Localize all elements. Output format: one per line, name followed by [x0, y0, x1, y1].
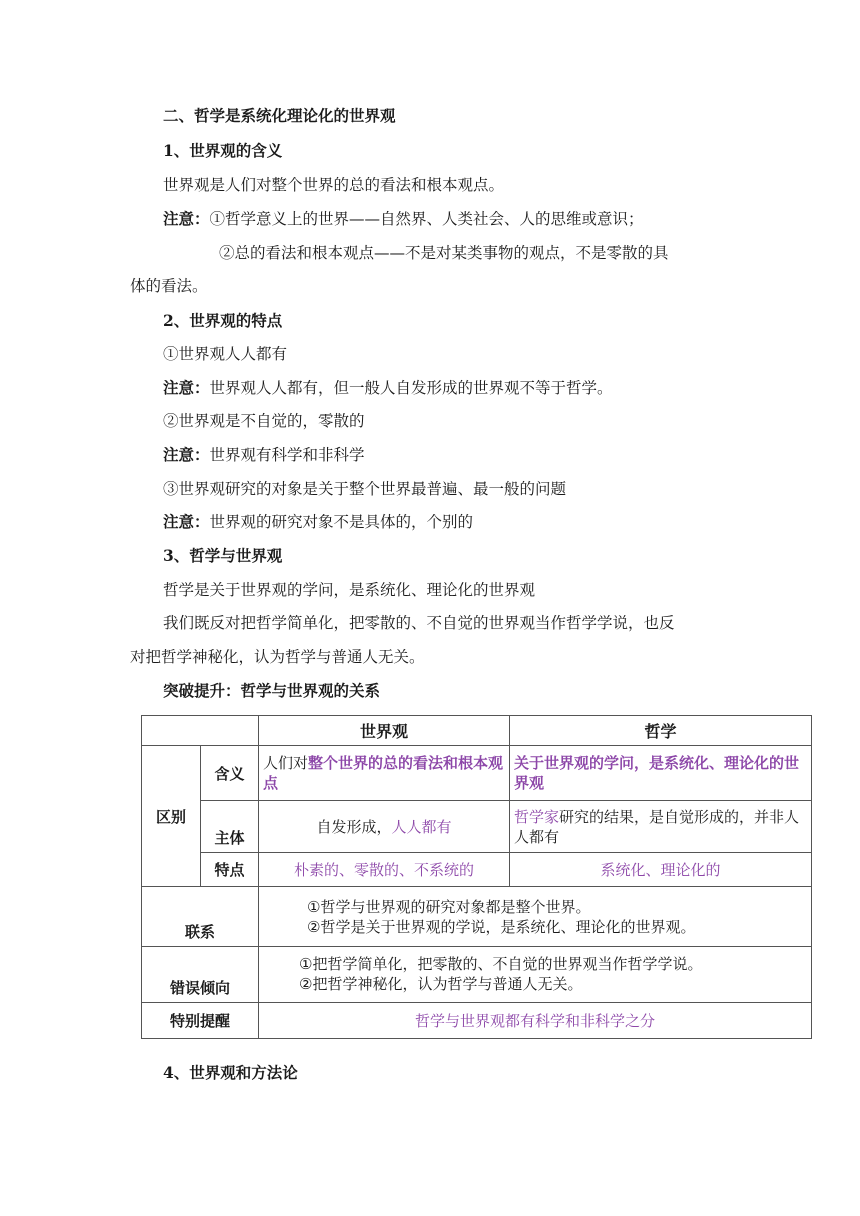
reminder-content: 哲学与世界观都有科学和非科学之分	[259, 1002, 812, 1038]
feature-worldview: 朴素的、零散的、不系统的	[259, 853, 510, 887]
meaning-worldview-plain: 人们对	[263, 754, 309, 773]
subject-philosophy-plain: 研究的结果，是自觉形成的，并非人人都有	[514, 807, 800, 846]
heading-philosophy-worldview: 3、哲学与世界观	[163, 546, 283, 565]
table-header-row	[142, 716, 812, 746]
link-item-1: ①哲学与世界观的研究对象都是整个世界。	[307, 897, 591, 916]
feature-2: ②世界观是不自觉的，零散的	[163, 412, 365, 430]
error-item-2: ②把哲学神秘化，认为哲学与普通人无关。	[299, 975, 583, 994]
subject-philosophy	[510, 801, 812, 853]
label-difference: 区别	[142, 746, 201, 887]
subject-worldview-plain: 自发形成，	[316, 818, 392, 837]
meaning-worldview-bold: 整个世界的总的看法和根本观点	[263, 754, 504, 793]
breakthrough-title: 突破提升：哲学与世界观的关系	[163, 681, 381, 700]
label-error: 错误倾向	[142, 946, 259, 1002]
feature-3-note-text: 世界观的研究对象不是具体的，个别的	[209, 513, 474, 531]
feature-1: ①世界观人人都有	[163, 345, 288, 363]
note-1	[163, 209, 644, 229]
feature-philosophy: 系统化、理论化的	[510, 853, 812, 887]
table-row-error	[142, 946, 812, 1002]
note-2-line-2: 体的看法。	[130, 277, 208, 295]
header-philosophy: 哲学	[510, 716, 812, 746]
meaning-philosophy: 关于世界观的学问，是系统化、理论化的世界观	[510, 746, 812, 801]
label-meaning: 含义	[201, 746, 259, 801]
oppose-line-1: 我们既反对把哲学简单化，把零散的、不自觉的世界观当作哲学学说，也反	[163, 614, 675, 632]
feature-2-note	[163, 445, 365, 465]
note-1-text: ①哲学意义上的世界——自然界、人类社会、人的思维或意识；	[209, 210, 644, 228]
feature-1-note	[163, 378, 613, 398]
worldview-definition: 世界观是人们对整个世界的总的看法和根本观点。	[163, 176, 505, 194]
feature-1-note-text: 世界观人人都有，但一般人自发形成的世界观不等于哲学。	[209, 379, 613, 397]
note-label: 注意：	[163, 209, 210, 228]
feature-3-note	[163, 512, 473, 532]
link-content	[259, 887, 812, 946]
subject-philosophy-purple: 哲学家	[514, 807, 560, 826]
philosophy-definition: 哲学是关于世界观的学问，是系统化、理论化的世界观	[163, 581, 536, 599]
heading-worldview-methodology: 4、世界观和方法论	[163, 1063, 298, 1082]
table-row-reminder	[142, 1002, 812, 1038]
table-row-link	[142, 887, 812, 946]
subject-worldview	[259, 801, 510, 853]
heading-worldview-meaning: 1、世界观的含义	[163, 141, 283, 160]
label-subject: 主体	[201, 801, 259, 853]
header-worldview: 世界观	[259, 716, 510, 746]
note-label: 注意：	[163, 378, 210, 397]
corner-cell	[142, 716, 259, 746]
relationship-table	[141, 715, 811, 1039]
subject-worldview-purple: 人人都有	[391, 818, 452, 837]
note-2-line-1: ②总的看法和根本观点——不是对某类事物的观点，不是零散的具	[219, 244, 669, 262]
oppose-line-2: 对把哲学神秘化，认为哲学与普通人无关。	[130, 648, 425, 666]
note-label: 注意：	[163, 512, 210, 531]
heading-worldview-features: 2、世界观的特点	[163, 311, 283, 330]
label-reminder: 特别提醒	[142, 1002, 259, 1038]
link-item-2: ②哲学是关于世界观的学说，是系统化、理论化的世界观。	[307, 917, 696, 936]
meaning-worldview	[259, 746, 510, 801]
feature-2-note-text: 世界观有科学和非科学	[209, 446, 365, 464]
feature-3: ③世界观研究的对象是关于整个世界最普遍、最一般的问题	[163, 480, 567, 498]
table-row-subject	[142, 801, 812, 853]
note-label: 注意：	[163, 445, 210, 464]
error-item-1: ①把哲学简单化，把零散的、不自觉的世界观当作哲学学说。	[299, 955, 703, 974]
label-feature: 特点	[201, 853, 259, 887]
label-link: 联系	[142, 887, 259, 946]
table-row-feature	[142, 853, 812, 887]
error-content	[259, 946, 812, 1002]
section-title: 二、哲学是系统化理论化的世界观	[163, 106, 396, 125]
table-row-meaning	[142, 746, 812, 801]
